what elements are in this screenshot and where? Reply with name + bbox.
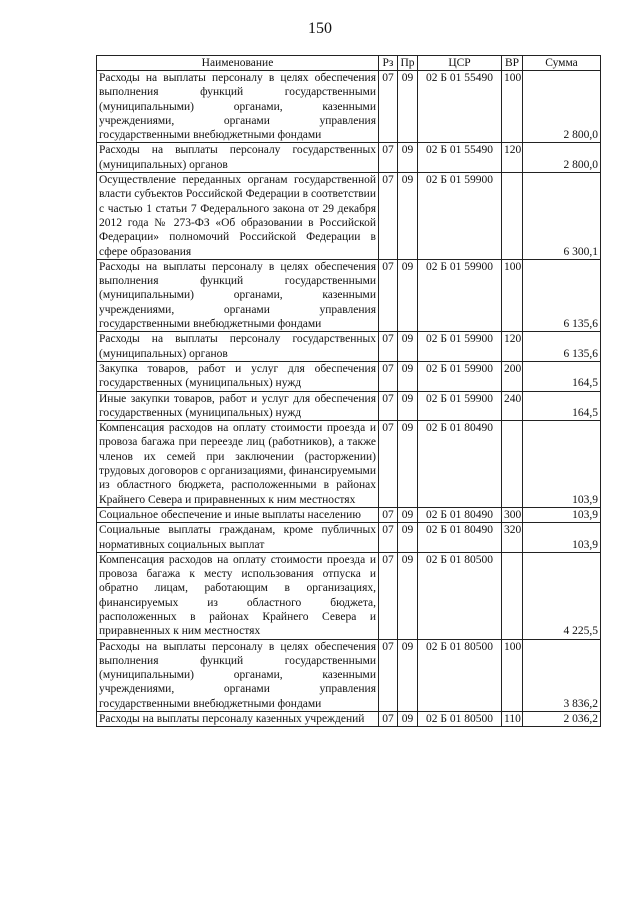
- row-sum: 2 800,0: [523, 143, 601, 173]
- table-row: [97, 391, 601, 421]
- row-rz: 07: [379, 391, 398, 421]
- row-pr: 09: [398, 523, 418, 553]
- table-row: [97, 71, 601, 143]
- row-rz: 07: [379, 712, 398, 727]
- row-pr: 09: [398, 639, 418, 711]
- row-name: Компенсация расходов на оплату стоимости проезда и провоза багажа к месту использования отпуска и обратно лицам, работающим в организациях, финансируемых из областного бюджета, расположенных в районах Крайнего Севера и приравненных к ним местностях: [97, 552, 379, 639]
- row-name: Осуществление переданных органам государственной власти субъектов Российской Федерации в соответствии с частью 1 статьи 7 Федерального закона от 29 декабря 2012 года № 273-ФЗ «Об образовании в Российской Федерации» полномочий Российской Федерации в сфере образования: [97, 173, 379, 260]
- row-sum: 2 036,2: [523, 712, 601, 727]
- row-pr: 09: [398, 173, 418, 260]
- row-name: Социальное обеспечение и иные выплаты населению: [97, 507, 379, 522]
- header-vr: ВР: [502, 56, 523, 71]
- row-sum: 6 300,1: [523, 173, 601, 260]
- row-vr: 300: [502, 507, 523, 522]
- row-rz: 07: [379, 143, 398, 173]
- row-sum: 164,5: [523, 361, 601, 391]
- row-vr: 100: [502, 639, 523, 711]
- row-csr: 02 Б 01 80490: [418, 421, 502, 508]
- row-csr: 02 Б 01 55490: [418, 71, 502, 143]
- table-row: [97, 552, 601, 639]
- row-pr: 09: [398, 143, 418, 173]
- row-vr: 110: [502, 712, 523, 727]
- row-vr: 100: [502, 259, 523, 331]
- row-rz: 07: [379, 259, 398, 331]
- row-csr: 02 Б 01 80490: [418, 523, 502, 553]
- row-pr: 09: [398, 507, 418, 522]
- row-pr: 09: [398, 259, 418, 331]
- header-sum: Сумма: [523, 56, 601, 71]
- row-sum: 2 800,0: [523, 71, 601, 143]
- table-row: [97, 712, 601, 727]
- row-vr: [502, 552, 523, 639]
- row-sum: 3 836,2: [523, 639, 601, 711]
- row-rz: 07: [379, 552, 398, 639]
- row-name: Компенсация расходов на оплату стоимости проезда и провоза багажа при переезде лиц (работников), а также членов их семей при заключении (расторжении) трудовых договоров с организациями, финансируемыми из областного бюджета, расположенными в районах Крайнего Севера и приравненных к ним местностях: [97, 421, 379, 508]
- table-row: [97, 361, 601, 391]
- row-pr: 09: [398, 332, 418, 362]
- row-csr: 02 Б 01 55490: [418, 143, 502, 173]
- row-csr: 02 Б 01 80500: [418, 712, 502, 727]
- row-vr: 240: [502, 391, 523, 421]
- row-rz: 07: [379, 639, 398, 711]
- row-name: Расходы на выплаты персоналу государственных (муниципальных) органов: [97, 143, 379, 173]
- row-rz: 07: [379, 332, 398, 362]
- row-sum: 6 135,6: [523, 259, 601, 331]
- row-pr: 09: [398, 712, 418, 727]
- row-sum: 164,5: [523, 391, 601, 421]
- row-csr: 02 Б 01 80500: [418, 552, 502, 639]
- row-csr: 02 Б 01 59900: [418, 332, 502, 362]
- row-name: Расходы на выплаты персоналу в целях обеспечения выполнения функций государственными (муниципальными) органами, казенными учреждениями, органами управления государственными внебюджетными фондами: [97, 71, 379, 143]
- row-vr: 100: [502, 71, 523, 143]
- row-pr: 09: [398, 71, 418, 143]
- table-header-row: [97, 56, 601, 71]
- table-row: [97, 259, 601, 331]
- row-rz: 07: [379, 523, 398, 553]
- row-rz: 07: [379, 421, 398, 508]
- row-vr: [502, 421, 523, 508]
- table-row: [97, 143, 601, 173]
- table-row: [97, 639, 601, 711]
- row-pr: 09: [398, 552, 418, 639]
- row-sum: 103,9: [523, 507, 601, 522]
- row-pr: 09: [398, 361, 418, 391]
- row-csr: 02 Б 01 80490: [418, 507, 502, 522]
- table-row: [97, 507, 601, 522]
- row-name: Расходы на выплаты персоналу в целях обеспечения выполнения функций государственными (муниципальными) органами, казенными учреждениями, органами управления государственными внебюджетными фондами: [97, 259, 379, 331]
- table-row: [97, 332, 601, 362]
- row-vr: 200: [502, 361, 523, 391]
- table-row: [97, 523, 601, 553]
- row-name: Расходы на выплаты персоналу в целях обеспечения выполнения функций государственными (муниципальными) органами, казенными учреждениями, органами управления государственными внебюджетными фондами: [97, 639, 379, 711]
- row-pr: 09: [398, 391, 418, 421]
- row-sum: 103,9: [523, 523, 601, 553]
- row-rz: 07: [379, 71, 398, 143]
- row-sum: 103,9: [523, 421, 601, 508]
- table-row: [97, 173, 601, 260]
- row-pr: 09: [398, 421, 418, 508]
- row-sum: 4 225,5: [523, 552, 601, 639]
- page-number: 150: [308, 20, 332, 37]
- row-name: Закупка товаров, работ и услуг для обеспечения государственных (муниципальных) нужд: [97, 361, 379, 391]
- row-csr: 02 Б 01 59900: [418, 259, 502, 331]
- row-name: Иные закупки товаров, работ и услуг для обеспечения государственных (муниципальных) нужд: [97, 391, 379, 421]
- row-csr: 02 Б 01 59900: [418, 173, 502, 260]
- table-row: [97, 421, 601, 508]
- header-name: Наименование: [97, 56, 379, 71]
- row-vr: [502, 173, 523, 260]
- header-csr: ЦСР: [418, 56, 502, 71]
- row-rz: 07: [379, 361, 398, 391]
- row-csr: 02 Б 01 59900: [418, 361, 502, 391]
- row-vr: 120: [502, 143, 523, 173]
- row-rz: 07: [379, 173, 398, 260]
- header-pr: Пр: [398, 56, 418, 71]
- row-name: Социальные выплаты гражданам, кроме публичных нормативных социальных выплат: [97, 523, 379, 553]
- row-name: Расходы на выплаты персоналу казенных учреждений: [97, 712, 379, 727]
- row-csr: 02 Б 01 59900: [418, 391, 502, 421]
- row-vr: 320: [502, 523, 523, 553]
- row-rz: 07: [379, 507, 398, 522]
- row-vr: 120: [502, 332, 523, 362]
- row-csr: 02 Б 01 80500: [418, 639, 502, 711]
- row-sum: 6 135,6: [523, 332, 601, 362]
- budget-table: [96, 55, 601, 727]
- row-name: Расходы на выплаты персоналу государственных (муниципальных) органов: [97, 332, 379, 362]
- header-rz: Рз: [379, 56, 398, 71]
